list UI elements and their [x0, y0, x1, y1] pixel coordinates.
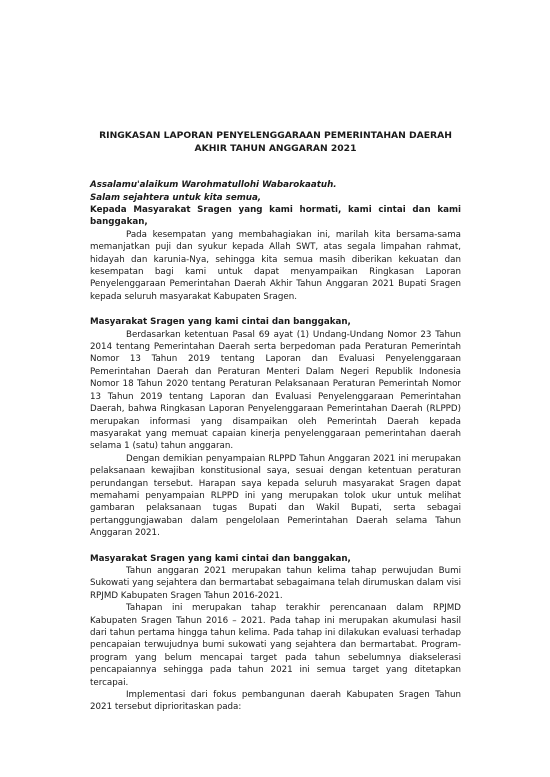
title-line-1: RINGKASAN LAPORAN PENYELENGGARAAN PEMERINTAHAN DAERAH — [99, 130, 452, 141]
document-title — [90, 130, 461, 155]
greeting-masyarakat: Kepada Masyarakat Sragen yang kami hormati, kami cintai dan kami banggakan, — [90, 205, 461, 228]
document-page — [90, 130, 461, 714]
paragraph-final-stage: Tahapan ini merupakan tahap terakhir perencanaan dalam RPJMD Kabupaten Sragen Tahun 2016 – 2021. Pada tahap ini merupakan akumulasi hasil dari tahun pertama hingga tahun kelima. Pada tahap ini dilakukan evaluasi terhadap pencapaian terwujudnya bumi sukowati yang sejahtera dan bermartabat. Program-program yang belum mencapai target pada tahun sebelumnya diakselerasi pencapaiannya sehingga pada tahun 2021 ini semua target yang ditetapkan tercapai. — [90, 603, 461, 688]
paragraph-fifth-year: Tahun anggaran 2021 merupakan tahun kelima tahap perwujudan Bumi Sukowati yang sejahtera dan bermartabat sebagaimana telah dirumuskan dalam visi RPJMD Kabupaten Sragen Tahun 2016-2021. — [90, 565, 461, 601]
greeting-assalamualaikum: Assalamu'alaikum Warohmatullohi Wabarokaatuh. — [90, 180, 337, 191]
greeting-salam-sejahtera: Salam sejahtera untuk kita semua, — [90, 192, 262, 203]
section-heading-2: Masyarakat Sragen yang kami cintai dan banggakan, — [90, 553, 351, 564]
section-heading-1: Masyarakat Sragen yang kami cintai dan banggakan, — [90, 317, 351, 328]
paragraph-priorities: Implementasi dari fokus pembangunan daerah Kabupaten Sragen Tahun 2021 tersebut diprioritaskan pada: — [90, 690, 461, 713]
title-line-2: AKHIR TAHUN ANGGARAN 2021 — [194, 142, 357, 154]
paragraph-opening: Pada kesempatan yang membahagiakan ini, marilah kita bersama-sama memanjatkan puji dan syukur kepada Allah SWT, atas segala limpahan rahmat, hidayah dan karunia-Nya, sehingga kita semua masih diberikan kekuatan dan kesempatan bagi kami untuk dapat menyampaikan Ringkasan Laporan Penyelenggaraan Pemerintahan Daerah Akhir Tahun Anggaran 2021 Bupati Sragen kepada seluruh masyarakat Kabupaten Sragen. — [90, 229, 461, 302]
paragraph-rlppd-purpose: Dengan demikian penyampaian RLPPD Tahun Anggaran 2021 ini merupakan pelaksanaan kewajiban konstitusional saya, sesuai dengan ketentuan peraturan perundangan tersebut. Harapan saya kepada seluruh masyarakat Sragen dapat memahami penyampaian RLPPD ini yang merupakan tolok ukur untuk melihat gambaran pelaksanaan tugas Bupati dan Wakil Bupati, serta sebagai pertanggungjawaban dalam pengelolaan Pemerintahan Daerah selama Tahun Anggaran 2021. — [90, 453, 461, 539]
paragraph-legal-basis: Berdasarkan ketentuan Pasal 69 ayat (1) Undang-Undang Nomor 23 Tahun 2014 tentang Pemerintahan Daerah serta berpedoman pada Peraturan Pemerintah Nomor 13 Tahun 2019 tentang Laporan dan Evaluasi Penyelenggaraan Pemerintahan Daerah dan Peraturan Menteri Dalam Negeri Republik Indonesia Nomor 18 Tahun 2020 tentang Peraturan Pelaksanaan Peraturan Pemerintah Nomor 13 Tahun 2019 tentang Laporan dan Evaluasi Penyelenggaraan Pemerintahan Daerah, bahwa Ringkasan Laporan Penyelenggaraan Pemerintahan Daerah (RLPPD) merupakan informasi yang disampaikan oleh Pemerintah Daerah kepada masyarakat yang memuat capaian kinerja penyelenggaraan pemerintahan daerah selama 1 (satu) tahun anggaran. — [90, 329, 461, 452]
